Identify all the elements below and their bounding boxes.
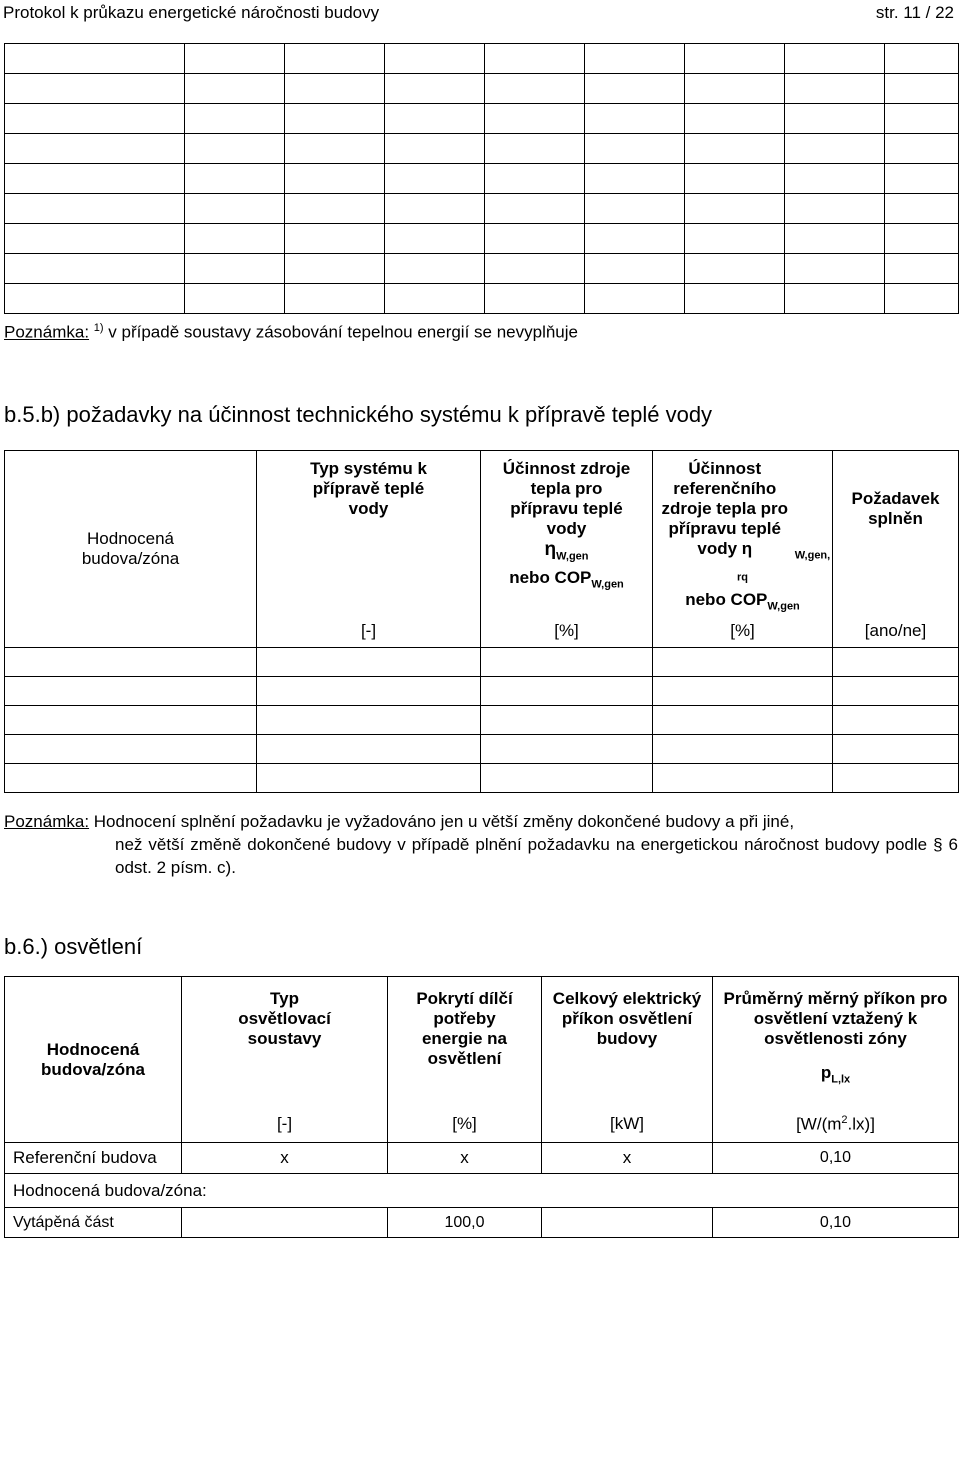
table-header-row <box>5 451 959 615</box>
unit-source-efficiency: [%] <box>481 615 653 648</box>
unit-reference-efficiency: [%] <box>653 615 833 648</box>
col-header-specific-power: Průměrný měrný příkon pro osvětlení vztažený k osvětlenosti zóny $p_{L,lx}$ <box>713 977 959 1107</box>
table-row <box>5 74 959 104</box>
unit-coverage: [%] <box>388 1107 542 1143</box>
table-row <box>5 706 959 735</box>
col-header-total-power: Celkový elektrický příkon osvětlení budovy <box>542 977 713 1107</box>
table-row <box>5 284 959 314</box>
unit-total-power: [kW] <box>542 1107 713 1143</box>
note-district-heating <box>4 322 578 343</box>
cell: 0,10 <box>713 1143 959 1174</box>
table-row <box>5 254 959 284</box>
note-label: Poznámka: <box>4 812 90 831</box>
table-row <box>5 104 959 134</box>
note-line1: Hodnocení splnění požadavku je vyžadováno jen u větší změny dokončené budovy a při jiné, <box>89 812 795 831</box>
col-header-building: Hodnocená budova/zóna <box>5 451 257 648</box>
table-row <box>5 164 959 194</box>
table-row <box>5 224 959 254</box>
section-title-hot-water: b.5.b) požadavky na účinnost technického systému k přípravě teplé vody <box>4 402 713 427</box>
table-row <box>5 1208 959 1238</box>
page-number: str. 11 / 22 <box>875 3 954 22</box>
col-header-requirement-met: Požadavek splněn <box>833 451 959 615</box>
unit-requirement-met: [ano/ne] <box>833 615 959 648</box>
note-continuation: než větší změně dokončené budovy v případě plnění požadavku na energetickou náročnost budovy podle § 6 odst. 2 písm. c). <box>115 835 958 877</box>
table-row <box>5 1174 959 1208</box>
unit-lighting-type: [-] <box>182 1107 388 1143</box>
cell: x <box>388 1143 542 1174</box>
document-title: Protokol k průkazu energetické náročnosti budovy <box>3 3 380 22</box>
section-title-lighting: b.6.) osvětlení <box>4 934 143 959</box>
row-label: Hodnocená budova/zóna: <box>5 1174 959 1208</box>
table-row <box>5 677 959 706</box>
table-row <box>5 1143 959 1174</box>
table-row <box>5 735 959 764</box>
hot-water-efficiency-table <box>4 450 959 793</box>
cell <box>182 1208 388 1238</box>
unit-system-type: [-] <box>257 615 481 648</box>
row-label: Vytápěná část <box>5 1208 182 1238</box>
lighting-table <box>4 976 959 1238</box>
cell: 0,10 <box>713 1208 959 1238</box>
table-row <box>5 764 959 793</box>
table-row <box>5 44 959 74</box>
table-row <box>5 134 959 164</box>
table-header-row <box>5 977 959 1107</box>
unit-specific-power: $[W/(m^2.lx)]$ <box>713 1107 959 1143</box>
footnote-mark: 1) <box>93 322 104 334</box>
cell: x <box>542 1143 713 1174</box>
col-header-system-type: Typ systému k přípravě teplé vody <box>257 451 481 615</box>
col-header-reference-efficiency: Účinnost referenčního zdroje tepla pro přípravu teplé vody η $_{W,gen, rq}$ nebo $COP_{W,gen}$ <box>653 451 833 615</box>
col-header-lighting-type: Typ osvětlovací soustavy <box>182 977 388 1107</box>
cell <box>542 1208 713 1238</box>
col-header-building: Hodnocená budova/zóna <box>5 977 182 1143</box>
note-requirement <box>4 810 958 879</box>
table-row <box>5 648 959 677</box>
cell: x <box>182 1143 388 1174</box>
row-label: Referenční budova <box>5 1143 182 1174</box>
note-label: Poznámka: <box>4 322 90 342</box>
table-row <box>5 194 959 224</box>
col-header-coverage: Pokrytí dílčí potřeby energie na osvětlení <box>388 977 542 1107</box>
note-text: v případě soustavy zásobování tepelnou energií se nevyplňuje <box>103 322 578 342</box>
cell: 100,0 <box>388 1208 542 1238</box>
col-header-source-efficiency: Účinnost zdroje tepla pro přípravu teplé vody $\eta_{W,gen}$ nebo $COP_{W,gen}$ <box>481 451 653 615</box>
continuation-table <box>4 43 959 314</box>
